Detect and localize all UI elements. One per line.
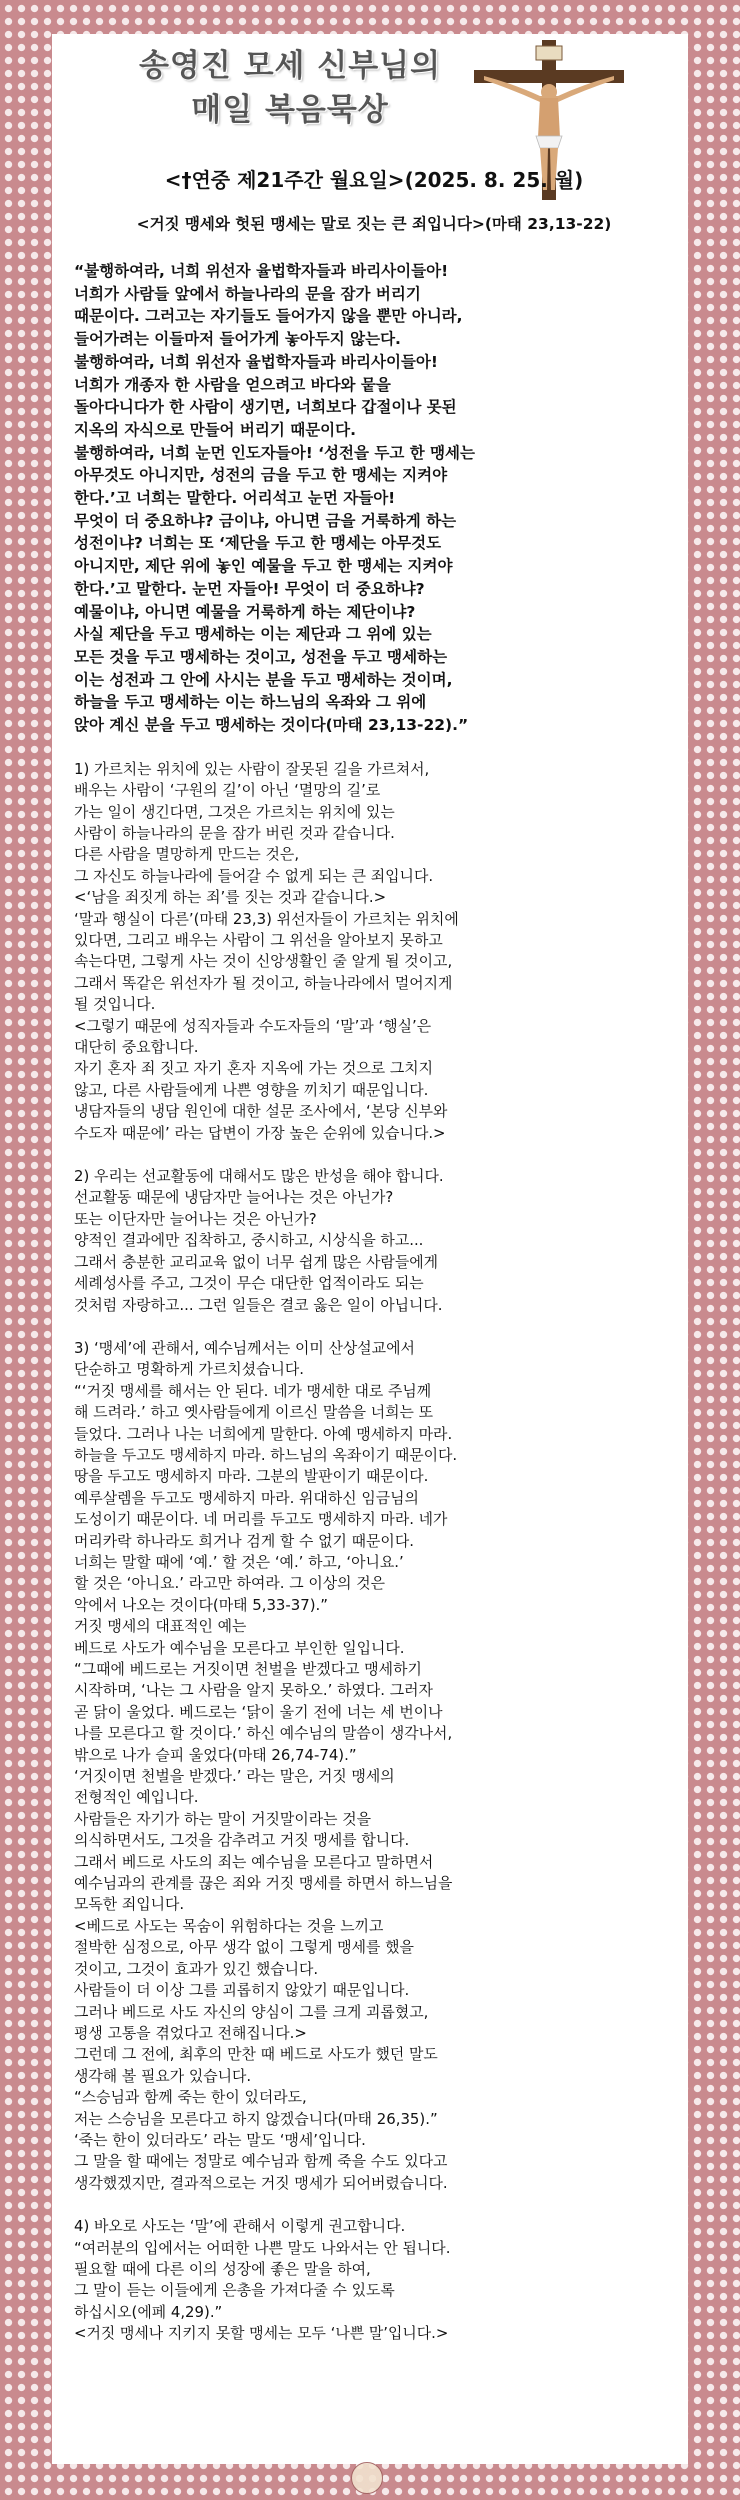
paragraph-line: “스승님과 함께 죽는 한이 있더라도, — [74, 2088, 307, 2107]
paragraph-line: 들었다. 그러나 나는 너희에게 말한다. 아예 맹세하지 마라. — [74, 1424, 453, 1443]
paragraph-line: 예수님과의 관계를 끊은 죄와 거짓 맹세를 하면서 하느님을 — [74, 1874, 453, 1893]
scripture-line: 성전이냐? 너희는 또 ‘제단을 두고 한 맹세는 아무것도 — [74, 534, 442, 553]
scripture-line: 지옥의 자식으로 만들어 버리기 때문이다. — [74, 420, 357, 439]
scripture-line: 들어가려는 이들마저 들어가게 놓아두지 않는다. — [74, 330, 401, 349]
paragraph-line: 곧 닭이 울었다. 베드로는 ‘닭이 울기 전에 너는 세 번이나 — [74, 1702, 443, 1721]
paragraph-line: 저는 스승님을 모른다고 하지 않겠습니다(마태 26,35).” — [74, 2109, 438, 2128]
paragraph-line: 너희는 말할 때에 ‘예.’ 할 것은 ‘예.’ 하고, ‘아니요.’ — [74, 1552, 404, 1571]
paragraph-line: 그 자신도 하늘나라에 들어갈 수 없게 되는 큰 죄입니다. — [74, 866, 434, 885]
paragraph-line: 의식하면서도, 그것을 감추려고 거짓 맹세를 합니다. — [74, 1831, 410, 1850]
paragraph-line: 가는 일이 생긴다면, 그것은 가르치는 위치에 있는 — [74, 802, 395, 821]
paragraph-line: 사람들은 자기가 하는 말이 거짓말이라는 것을 — [74, 1809, 371, 1828]
paragraph-line: 자기 혼자 죄 짓고 자기 혼자 지옥에 가는 것으로 그치지 — [74, 1059, 434, 1078]
scripture-line: 한다.’고 너희는 말한다. 어리석고 눈먼 자들아! — [74, 489, 396, 508]
paragraph-2 — [74, 1166, 674, 1316]
paragraph-line: <‘남을 죄짓게 하는 죄’를 짓는 것과 같습니다.> — [74, 888, 387, 907]
paragraph-line: 필요할 때에 다른 이의 성장에 좋은 말을 하여, — [74, 2259, 371, 2278]
paragraph-line: 있다면, 그리고 배우는 사람이 그 위선을 알아보지 못하고 — [74, 931, 443, 950]
title-line-1: 송영진 모세 신부님의 — [138, 48, 442, 84]
scripture-line: 모든 것을 두고 맹세하는 것이고, 성전을 두고 맹세하는 — [74, 647, 448, 666]
paragraph-3 — [74, 1338, 674, 2194]
paragraph-line: 머리카락 하나라도 희거나 검게 할 수 없기 때문이다. — [74, 1531, 414, 1550]
scripture-line: 돌아다니다가 한 사람이 생기면, 너희보다 갑절이나 못된 — [74, 398, 457, 417]
paragraph-line: 절박한 심정으로, 아무 생각 없이 그렇게 맹세를 했을 — [74, 1938, 414, 1957]
parish-logo-icon — [351, 2462, 383, 2494]
header-title — [80, 44, 500, 132]
paragraph-line: 배우는 사람이 ‘구원의 길’이 아닌 ‘멸망의 길’로 — [74, 781, 381, 800]
paragraph-line: 전형적인 예입니다. — [74, 1788, 199, 1807]
scripture-line: 앉아 계신 분을 두고 맹세하는 것이다(마태 23,13-22).” — [74, 716, 469, 735]
paragraph-line: 그러나 베드로 사도 자신의 양심이 그를 크게 괴롭혔고, — [74, 2002, 429, 2021]
scripture-passage — [74, 260, 674, 737]
paragraph-line: 4) 바오로 사도는 ‘말’에 관해서 이렇게 권고합니다. — [74, 2217, 406, 2236]
meditation-body — [74, 759, 674, 2345]
paragraph-line: <거짓 맹세나 지키지 못할 맹세는 모두 ‘나쁜 말’입니다.> — [74, 2324, 449, 2343]
paragraph-line: <베드로 사도는 목숨이 위험하다는 것을 느끼고 — [74, 1916, 384, 1935]
paragraph-line: ‘죽는 한이 있더라도’ 라는 말도 ‘맹세’입니다. — [74, 2130, 366, 2149]
paragraph-line: 할 것은 ‘아니요.’ 라고만 하여라. 그 이상의 것은 — [74, 1574, 385, 1593]
paragraph-line: 땅을 두고도 맹세하지 마라. 그분의 발판이기 때문이다. — [74, 1467, 429, 1486]
paragraph-line: 그런데 그 전에, 최후의 만찬 때 베드로 사도가 했던 말도 — [74, 2045, 438, 2064]
title-line-2: 매일 복음묵상 — [191, 92, 389, 128]
paragraph-line: 그래서 충분한 교리교육 없이 너무 쉽게 많은 사람들에게 — [74, 1252, 438, 1271]
paragraph-line: 그 말을 할 때에는 정말로 예수님과 함께 죽을 수도 있다고 — [74, 2152, 448, 2171]
paragraph-line: 베드로 사도가 예수님을 모른다고 부인한 일입니다. — [74, 1638, 405, 1657]
paragraph-line: 모독한 죄입니다. — [74, 1895, 185, 1914]
date-heading: <†연중 제21주간 월요일>(2025. 8. 25. 월) — [164, 168, 584, 192]
paragraph-line: 양적인 결과에만 집착하고, 중시하고, 시상식을 하고... — [74, 1231, 424, 1250]
footer-logo-area — [0, 2462, 740, 2494]
paragraph-line: 밖으로 나가 슬피 울었다(마태 26,74-74).” — [74, 1745, 357, 1764]
paragraph-line: 하십시오(에페 4,29).” — [74, 2302, 223, 2321]
meditation-content — [74, 166, 674, 2345]
paragraph-line: 될 것입니다. — [74, 995, 156, 1014]
paragraph-line: ‘거짓이면 천벌을 받겠다.’ 라는 말은, 거짓 맹세의 — [74, 1767, 395, 1786]
paragraph-line: 거짓 맹세의 대표적인 예는 — [74, 1617, 247, 1636]
paragraph-line: 해 드려라.’ 하고 옛사람들에게 이르신 말씀을 너희는 또 — [74, 1403, 434, 1422]
paragraph-line: 하늘을 두고도 맹세하지 마라. 하느님의 옥좌이기 때문이다. — [74, 1445, 458, 1464]
paragraph-line: 1) 가르치는 위치에 있는 사람이 잘못된 길을 가르쳐서, — [74, 759, 430, 778]
paragraph-line: 대단히 중요합니다. — [74, 1038, 199, 1057]
paragraph-line: 생각해 볼 필요가 있습니다. — [74, 2066, 252, 2085]
scripture-line: 예물이냐, 아니면 예물을 거룩하게 하는 제단이냐? — [74, 602, 416, 621]
scripture-line: 너희가 사람들 앞에서 하늘나라의 문을 잠가 버리기 — [74, 284, 421, 303]
paragraph-line: 냉담자들의 냉담 원인에 대한 설문 조사에서, ‘본당 신부와 — [74, 1102, 448, 1121]
paragraph-line: 시작하며, ‘나는 그 사람을 알지 못하오.’ 하였다. 그러자 — [74, 1681, 433, 1700]
paragraph-line: 것이고, 그것이 효과가 있긴 했습니다. — [74, 1959, 319, 1978]
paragraph-line: 단순하고 명확하게 가르치셨습니다. — [74, 1360, 304, 1379]
paragraph-line: “‘거짓 맹세를 해서는 안 된다. 네가 맹세한 대로 주님께 — [74, 1381, 432, 1400]
scripture-line: 때문이다. 그러고는 자기들도 들어가지 않을 뿐만 아니라, — [74, 307, 463, 326]
scripture-line: 사실 제단을 두고 맹세하는 이는 제단과 그 위에 있는 — [74, 625, 432, 644]
paragraph-line: 그래서 똑같은 위선자가 될 것이고, 하늘나라에서 멀어지게 — [74, 973, 453, 992]
scripture-line: 불행하여라, 너희 위선자 율법학자들과 바리사이들아! — [74, 352, 438, 371]
scripture-line: 아니지만, 제단 위에 놓인 예물을 두고 한 맹세는 지켜야 — [74, 557, 453, 576]
paragraph-line: 도성이기 때문이다. 네 머리를 두고도 맹세하지 마라. 네가 — [74, 1510, 448, 1529]
paragraph-line: 그 말이 듣는 이들에게 은총을 가져다줄 수 있도록 — [74, 2281, 395, 2300]
paragraph-line: 생각했겠지만, 결과적으로는 거짓 맹세가 되어버렸습니다. — [74, 2173, 448, 2192]
paragraph-line: 3) ‘맹세’에 관해서, 예수님께서는 이미 산상설교에서 — [74, 1338, 415, 1357]
paragraph-line: 악에서 나오는 것이다(마태 5,33-37).” — [74, 1595, 328, 1614]
scripture-line: 한다.’고 말한다. 눈먼 자들아! 무엇이 더 중요하냐? — [74, 579, 425, 598]
paragraph-line: 사람들이 더 이상 그를 괴롭히지 않았기 때문입니다. — [74, 1981, 410, 2000]
scripture-line: 이는 성전과 그 안에 사시는 분을 두고 맹세하는 것이며, — [74, 670, 453, 689]
paragraph-line: 그래서 베드로 사도의 죄는 예수님을 모른다고 말하면서 — [74, 1852, 434, 1871]
scripture-line: 불행하여라, 너희 눈먼 인도자들아! ‘성전을 두고 한 맹세는 — [74, 443, 475, 462]
paragraph-line: 수도자 때문에’ 라는 답변이 가장 높은 순위에 있습니다.> — [74, 1123, 446, 1142]
scripture-line: 너희가 개종자 한 사람을 얻으려고 바다와 뭍을 — [74, 375, 391, 394]
scripture-line: 무엇이 더 중요하냐? 금이냐, 아니면 금을 거룩하게 하는 — [74, 511, 457, 530]
paragraph-line: 속는다면, 그렇게 사는 것이 신앙생활인 줄 알게 될 것이고, — [74, 952, 453, 971]
scripture-line: 하늘을 두고 맹세하는 이는 하느님의 옥좌와 그 위에 — [74, 693, 427, 712]
paragraph-line: 않고, 다른 사람들에게 나쁜 영향을 끼치기 때문입니다. — [74, 1080, 429, 1099]
paragraph-line: “그때에 베드로는 거짓이면 천벌을 받겠다고 맹세하기 — [74, 1660, 422, 1679]
paragraph-1 — [74, 759, 674, 1144]
paragraph-line: 예루살렘을 두고도 맹세하지 마라. 위대하신 임금님의 — [74, 1488, 419, 1507]
paragraph-line: “여러분의 입에서는 어떠한 나쁜 말도 나와서는 안 됩니다. — [74, 2238, 451, 2257]
paragraph-line: 또는 이단자만 늘어나는 것은 아닌가? — [74, 1209, 317, 1228]
paragraph-line: 평생 고통을 겪었다고 전해집니다.> — [74, 2023, 307, 2042]
paragraph-line: 세례성사를 주고, 그것이 무슨 대단한 업적이라도 되는 — [74, 1274, 424, 1293]
paragraph-line: 나를 모른다고 할 것이다.’ 하신 예수님의 말씀이 생각나서, — [74, 1724, 453, 1743]
paragraph-line: 다른 사람을 멸망하게 만드는 것은, — [74, 845, 300, 864]
paragraph-line: 선교활동 때문에 냉담자만 늘어나는 것은 아닌가? — [74, 1188, 394, 1207]
paragraph-line: 사람이 하늘나라의 문을 잠가 버린 것과 같습니다. — [74, 823, 395, 842]
scripture-line: 아무것도 아니지만, 성전의 금을 두고 한 맹세는 지켜야 — [74, 466, 448, 485]
paragraph-line: <그렇기 때문에 성직자들과 수도자들의 ‘말’과 ‘행실’은 — [74, 1016, 432, 1035]
scripture-line: “불행하여라, 너희 위선자 율법학자들과 바리사이들아! — [74, 262, 449, 280]
meditation-subtitle: <거짓 맹세와 헛된 맹세는 말로 짓는 큰 죄입니다>(마태 23,13-22) — [136, 215, 612, 233]
paragraph-line: 것처럼 자랑하고... 그런 일들은 결코 옳은 일이 아닙니다. — [74, 1295, 443, 1314]
paragraph-4 — [74, 2216, 674, 2344]
paragraph-line: ‘말과 행실이 다른’(마태 23,3) 위선자들이 가르치는 위치에 — [74, 909, 459, 928]
paragraph-line: 2) 우리는 선교활동에 대해서도 많은 반성을 해야 합니다. — [74, 1167, 444, 1186]
